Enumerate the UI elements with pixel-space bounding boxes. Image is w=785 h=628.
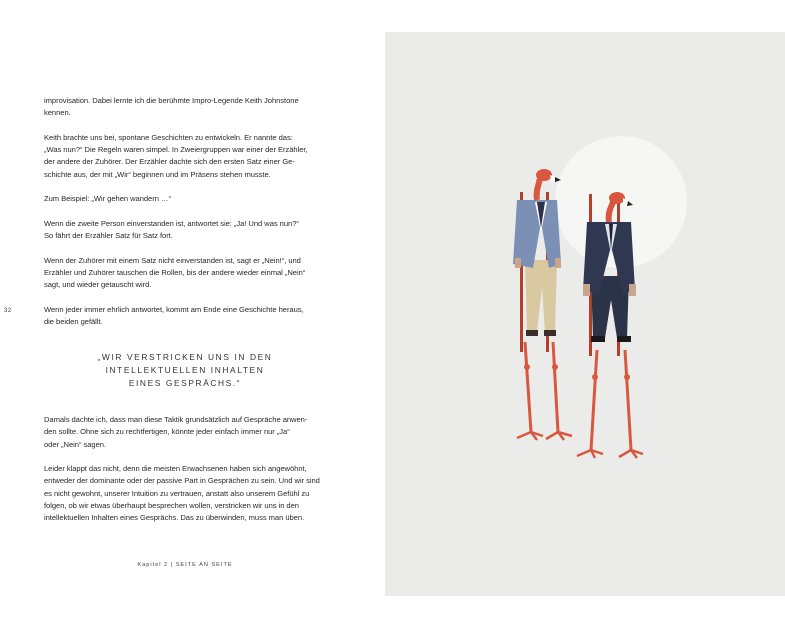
paragraph <box>44 132 334 181</box>
paragraph <box>44 95 334 120</box>
text-line: „Was nun?“ Die Regeln waren simpel. In Zweiergruppen war einer der Erzähler, <box>44 145 308 155</box>
text-line: der andere der Zuhörer. Der Erzähler dachte sich den ersten Satz einer Ge- <box>44 157 295 167</box>
paragraph <box>44 193 334 205</box>
text-line: intellektuellen Inhalten eines Gesprächs. Das zu überwinden, muss man üben. <box>44 513 305 523</box>
body-text-bottom <box>44 414 334 537</box>
paragraph <box>44 255 334 292</box>
text-line: Wenn der Zuhörer mit einem Satz nicht einverstanden ist, sagt er „Nein!“, und <box>44 255 301 265</box>
text-line: Leider klappt das nicht, denn die meisten Erwachsenen haben sich angewöhnt, <box>44 464 307 474</box>
paragraph <box>44 414 334 451</box>
running-footer: Kapitel 2 | SEITE AN SEITE <box>137 562 233 568</box>
flamingo-collage <box>385 32 785 596</box>
text-line: oder „Nein“ sagen. <box>44 439 106 449</box>
text-line: Erzähler und Zuhörer tauschen die Rollen, bis der andere wieder einmal „Nein“ <box>44 268 306 278</box>
pull-quote <box>44 351 326 390</box>
paragraph <box>44 463 334 524</box>
text-line: So fährt der Erzähler Satz für Satz fort. <box>44 231 173 241</box>
flamingo-figure-left <box>513 169 572 440</box>
text-line: improvisation. Dabei lernte ich die berühmte Impro-Legende Keith Johnstone <box>44 96 299 105</box>
page-number: 32 <box>4 308 12 314</box>
left-page <box>0 0 385 628</box>
text-line: Zum Beispiel: „Wir gehen wandern …“ <box>44 194 171 204</box>
right-page-illustration <box>385 32 785 596</box>
text-line: Wenn jeder immer ehrlich antwortet, kommt am Ende eine Geschichte heraus, <box>44 305 304 315</box>
text-line: entweder der dominante oder der passive Part in Gesprächen zu sein. Und wir sind <box>44 476 320 486</box>
flamingo-figure-right <box>577 192 643 458</box>
text-line: Damals dachte ich, dass man diese Taktik grundsätzlich auf Gespräche anwen- <box>44 415 308 424</box>
body-text-top <box>44 95 334 341</box>
text-line: kennen. <box>44 108 71 118</box>
pull-quote-line: INTELLEKTUELLEN INHALTEN <box>105 365 265 375</box>
paragraph <box>44 218 334 243</box>
text-line: es nicht gewohnt, unserer Intuition zu vertrauen, anstatt also unserem Gefühl zu <box>44 488 310 498</box>
text-line: schichte aus, der mit „Wir“ beginnen und im Präsens stehen musste. <box>44 169 271 179</box>
text-line: die beiden gefällt. <box>44 317 103 327</box>
text-line: Keith brachte uns bei, spontane Geschichten zu entwickeln. Er nannte das: <box>44 132 293 142</box>
pull-quote-line: EINES GESPRÄCHS.“ <box>128 378 242 388</box>
pull-quote-line: „WIR VERSTRICKEN UNS IN DEN <box>97 352 273 362</box>
text-line: Wenn die zweite Person einverstanden ist, antwortet sie: „Ja! Und was nun?“ <box>44 218 299 228</box>
text-line: folgen, ob wir etwas überhaupt besprechen wollen, verstricken wir uns in den <box>44 501 299 511</box>
text-line: sagt, und wieder getauscht wird. <box>44 280 152 290</box>
text-line: den sollte. Ohne sich zu rechtfertigen, könnte jeder einfach immer nur „Ja“ <box>44 427 290 437</box>
paragraph <box>44 304 334 329</box>
